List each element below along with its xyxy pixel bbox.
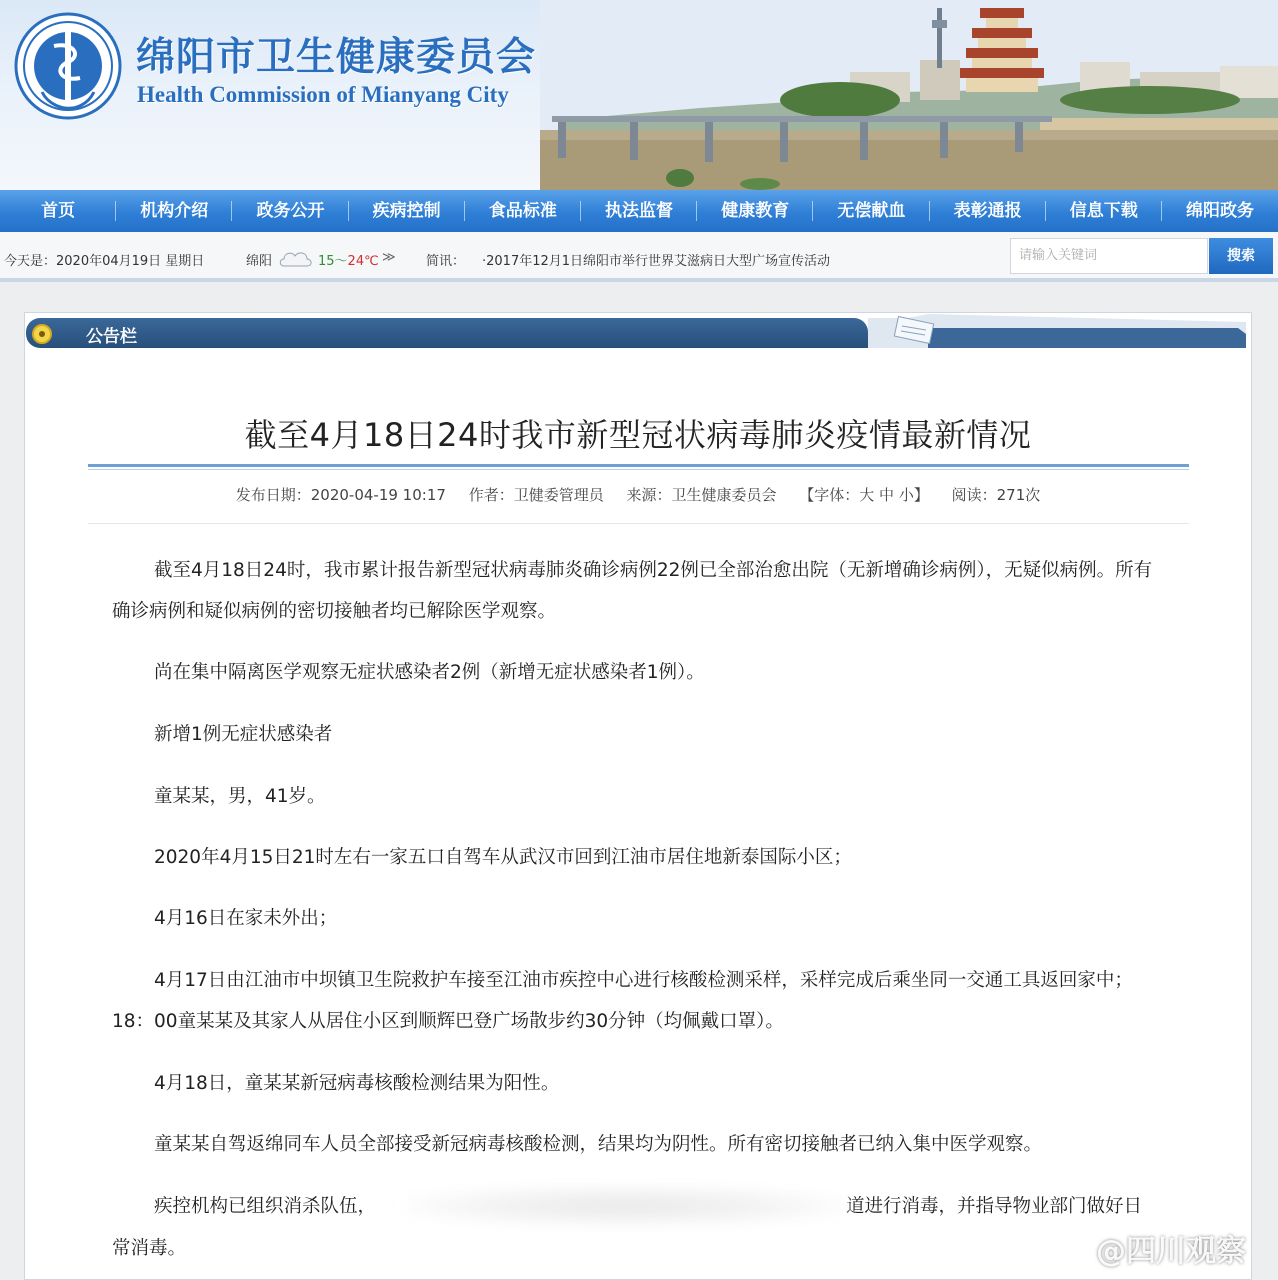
nav-item-disease-control[interactable]: 疾病控制	[349, 190, 465, 232]
article-meta	[88, 484, 1188, 505]
search-button[interactable]: 搜索	[1209, 238, 1273, 274]
nav-item-health-education[interactable]: 健康教育	[697, 190, 813, 232]
paragraph-close-contacts: 童某某自驾返绵同车人员全部接受新冠病毒核酸检测，结果均为阴性。所有密切接触者已纳入集中医学观察。	[154, 1134, 1043, 1155]
paragraph-apr-17: 4月17日由江油市中坝镇卫生院救护车接至江油市疾控中心进行核酸检测采样，采样完成后乘坐同一交通工具返回家中；18：00童某某及其家人从居住小区到顺辉巴登广场散步约30分钟（均佩戴口罩）。	[112, 970, 1133, 1032]
site-title: 绵阳市卫生健康委员会	[136, 34, 537, 80]
nav-item-mianyang-gov[interactable]: 绵阳政务	[1185, 201, 1254, 221]
blurred-region	[405, 1186, 845, 1226]
temperature-range	[318, 250, 379, 269]
cloud-weather-icon	[278, 248, 314, 268]
paragraph-apr-18: 4月18日，童某某新冠病毒核酸检测结果为阳性。	[154, 1073, 560, 1094]
panel-title: 公告栏	[86, 327, 137, 347]
site-title-english: Health Commission of Mianyang City	[137, 82, 509, 107]
nav-item-about[interactable]: 机构介绍	[116, 190, 232, 232]
weather-more-link[interactable]: ≫	[382, 250, 396, 265]
current-date: 今天是：2020年04月19日 星期日	[4, 254, 205, 269]
paragraph-summary: 截至4月18日24时，我市累计报告新型冠状病毒肺炎确诊病例22例已全部治愈出院（无新增确诊病例），无疑似病例。所有确诊病例和疑似病例的密切接触者均已解除医学观察。	[112, 560, 1153, 622]
panel-header-bar	[26, 318, 868, 348]
temperature-high: 24℃	[347, 254, 379, 269]
paragraph-disinfection-end: 道进行消毒，并指导物业部门做好日	[846, 1196, 1143, 1217]
nav-item-government-affairs[interactable]: 政务公开	[232, 190, 348, 232]
author: 作者：卫健委管理员	[468, 486, 604, 504]
view-count: 阅读：271次	[951, 486, 1041, 504]
news-label: 简讯：	[426, 254, 466, 269]
news-ticker-link[interactable]: ·2017年12月1日绵阳市举行世界艾滋病日大型广场宣传活动	[482, 254, 831, 269]
nav-item-downloads[interactable]: 信息下载	[1046, 190, 1162, 232]
article-title: 截至4月18日24时我市新型冠状病毒肺炎疫情最新情况	[244, 416, 1032, 454]
meta-divider	[88, 523, 1189, 524]
paragraph-disinfection-line2: 常消毒。	[112, 1238, 187, 1259]
title-divider	[88, 464, 1189, 470]
paragraph-case-identity: 童某某，男，41岁。	[154, 786, 326, 807]
watermark: @四川观察	[1096, 1234, 1246, 1269]
header-banner	[0, 0, 1278, 190]
nav-item-home[interactable]: 首页	[0, 190, 116, 232]
panel-bullet-icon	[32, 324, 52, 344]
main-nav	[0, 190, 1278, 232]
search-input[interactable]: 请输入关键词	[1010, 238, 1208, 274]
nav-item-notices[interactable]: 表彰通报	[930, 190, 1046, 232]
paragraph-new-case-heading: 新增1例无症状感染者	[154, 724, 333, 745]
paragraph-disinfection-start: 疾控机构已组织消杀队伍，	[154, 1196, 377, 1217]
paragraph-apr-16: 4月16日在家未外出；	[154, 908, 338, 929]
nav-item-supervision[interactable]: 执法监督	[581, 190, 697, 232]
weibo-icon	[1046, 1232, 1090, 1264]
nav-item-blood-donation[interactable]: 无偿献血	[813, 190, 929, 232]
paragraph-asymptomatic: 尚在集中隔离医学观察无症状感染者2例（新增无症状感染者1例）。	[154, 662, 705, 683]
paragraph-apr-15: 2020年4月15日21时左右一家五口自驾车从武汉市回到江油市居住地新泰国际小区；	[154, 847, 852, 868]
weather-city: 绵阳	[246, 254, 273, 269]
publish-date: 发布日期：2020-04-19 10:17	[235, 486, 446, 504]
font-size-switcher[interactable]: 【字体：大 中 小】	[799, 486, 929, 504]
health-commission-logo	[14, 12, 122, 120]
nav-item-food-standards[interactable]: 食品标准	[465, 190, 581, 232]
temperature-low: 15～	[318, 254, 348, 269]
panel-header-tab	[868, 314, 1246, 348]
source: 来源：卫生健康委员会	[626, 486, 777, 504]
